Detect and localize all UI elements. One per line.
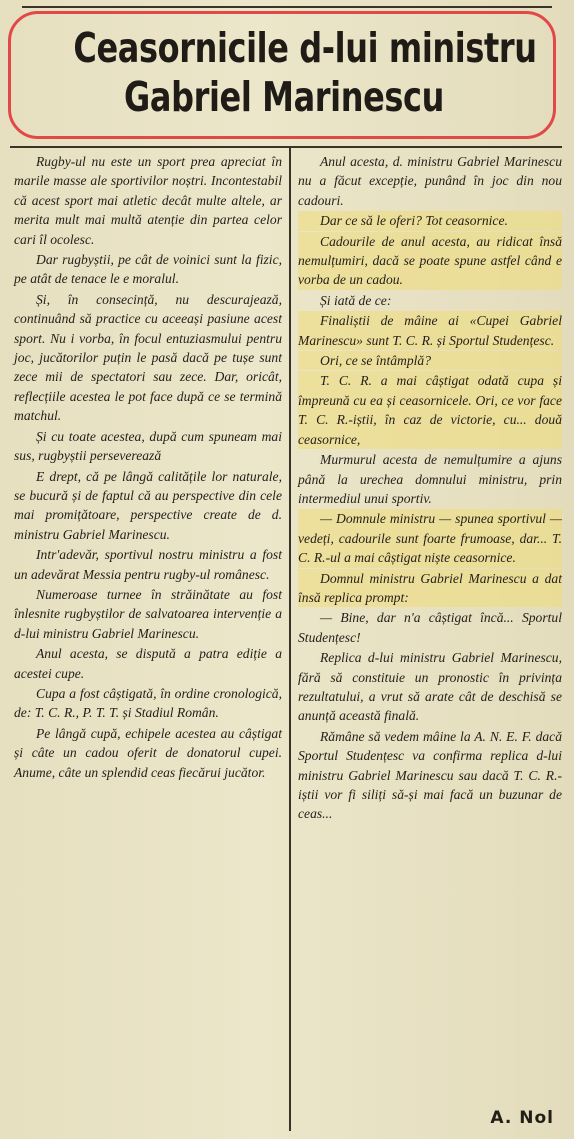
- paragraph: Și, în consecință, nu descurajează, continuând să practice cu aceeași pasiune acest sport. Nu i vorba, în focul entuziasmului pentru joc, jucătorilor puțin le pasă dacă pe tușe sunt zece mii de spectatori sau zece. Dar, oricât, reflecțiile acestea le pot face după ce se termină matchul.: [14, 291, 282, 424]
- paragraph: Murmurul acesta de nemulțumire a ajuns până la urechea domnului ministru, prin intermediul unui sportiv.: [298, 452, 562, 506]
- headline-line-1: Ceasornicile d-lui ministru: [73, 24, 537, 72]
- paragraph: Rămâne să vedem mâine la A. N. E. F. dacă Sportul Studențesc va confirma replica d-lui ministru Gabriel Marinescu sau dacă T. C. R.-iștii vor fi siliți să-și mai facă un buzunar de ceas...: [298, 728, 562, 822]
- paragraph-highlighted: Domnul ministru Gabriel Marinescu a dat însă replica prompt:: [298, 569, 562, 608]
- left-column: [14, 152, 282, 783]
- paragraph: Numeroase turnee în străinătate au fost înlesnite rugbyștilor de salvatoarea intervenție a d-lui ministru Gabriel Marinescu.: [14, 586, 282, 641]
- right-column: [298, 152, 562, 825]
- article-headline: [73, 24, 537, 122]
- paragraph: Anul acesta, se dispută a patra ediție a acestei cupe.: [14, 646, 282, 681]
- top-rule: [22, 6, 552, 8]
- paragraph: Și iată de ce:: [320, 292, 392, 308]
- paragraph-highlighted: Finaliștii de mâine ai «Cupei Gabriel Marinescu» sunt T. C. R. și Sportul Studențesc.: [298, 311, 562, 350]
- paragraph: Dar rugbyștii, pe cât de voinici sunt la fizic, pe atât de tenace le e moralul.: [14, 252, 282, 287]
- column-divider: [289, 146, 291, 1131]
- paragraph-highlighted: — Domnule ministru — spunea sportivul — vedeți, cadourile sunt foarte frumoase, dar... T. C. R.-ul a mai câștigat niște ceasornice.: [298, 509, 562, 567]
- paragraph: Replica d-lui ministru Gabriel Marinescu, fără să constituie un pronostic în privința rezultatului, a vrut să arate cât de deschisă se anunță această finală.: [298, 650, 562, 724]
- headline-underline: [10, 146, 562, 148]
- paragraph: Și cu toate acestea, după cum spuneam mai sus, rugbyștii perseverează: [14, 428, 282, 464]
- paragraph: Rugby-ul nu este un sport prea apreciat în marile masse ale sportivilor noștri. Incontestabil că acest sport mai atletic decât multe altele, ar merita mult mai multă atenție din partea celor cari îl ocolesc.: [14, 154, 282, 247]
- paragraph-highlighted: Dar ce să le oferi? Tot ceasornice.: [298, 211, 562, 230]
- paragraph: Anul acesta, d. ministru Gabriel Marinescu nu a făcut excepție, punând în joc din nou cadouri.: [298, 154, 562, 208]
- paragraph: — Bine, dar n'a câștigat încă... Sportul Studențesc!: [298, 610, 562, 645]
- paragraph-highlighted: Cadourile de anul acesta, au ridicat însă nemulțumiri, dacă se poate spune astfel când e vorba de un cadou.: [298, 232, 562, 290]
- paragraph: E drept, că pe lângă calitățile lor naturale, se bucură și de faptul că au perspective din cele mai promițătoare, perspective create de d. ministru Gabriel Marinescu.: [14, 468, 282, 542]
- paragraph: Cupa a fost câștigată, în ordine cronologică, de: T. C. R., P. T. T. și Stadiul Român.: [14, 685, 282, 721]
- paragraph-highlighted: T. C. R. a mai câștigat odată cupa și împreună cu ea și ceasornicele. Ori, ce vor face T. C. R.-iștii, în caz de victorie, cu... două ceasornice,: [298, 371, 562, 449]
- paragraph-highlighted: Ori, ce se întâmplă?: [298, 351, 562, 370]
- paragraph: Pe lângă cupă, echipele acestea au câștigat și câte un cadou oferit de donatorul cupei. Anume, câte un splendid ceas fiecărui jucător.: [14, 725, 282, 780]
- headline-line-2: Gabriel Marinescu: [124, 73, 444, 121]
- author-signature: A. Nol: [490, 1108, 554, 1128]
- paragraph: Intr'adevăr, sportivul nostru ministru a fost un adevărat Messia pentru rugby-ul românesc.: [14, 547, 282, 582]
